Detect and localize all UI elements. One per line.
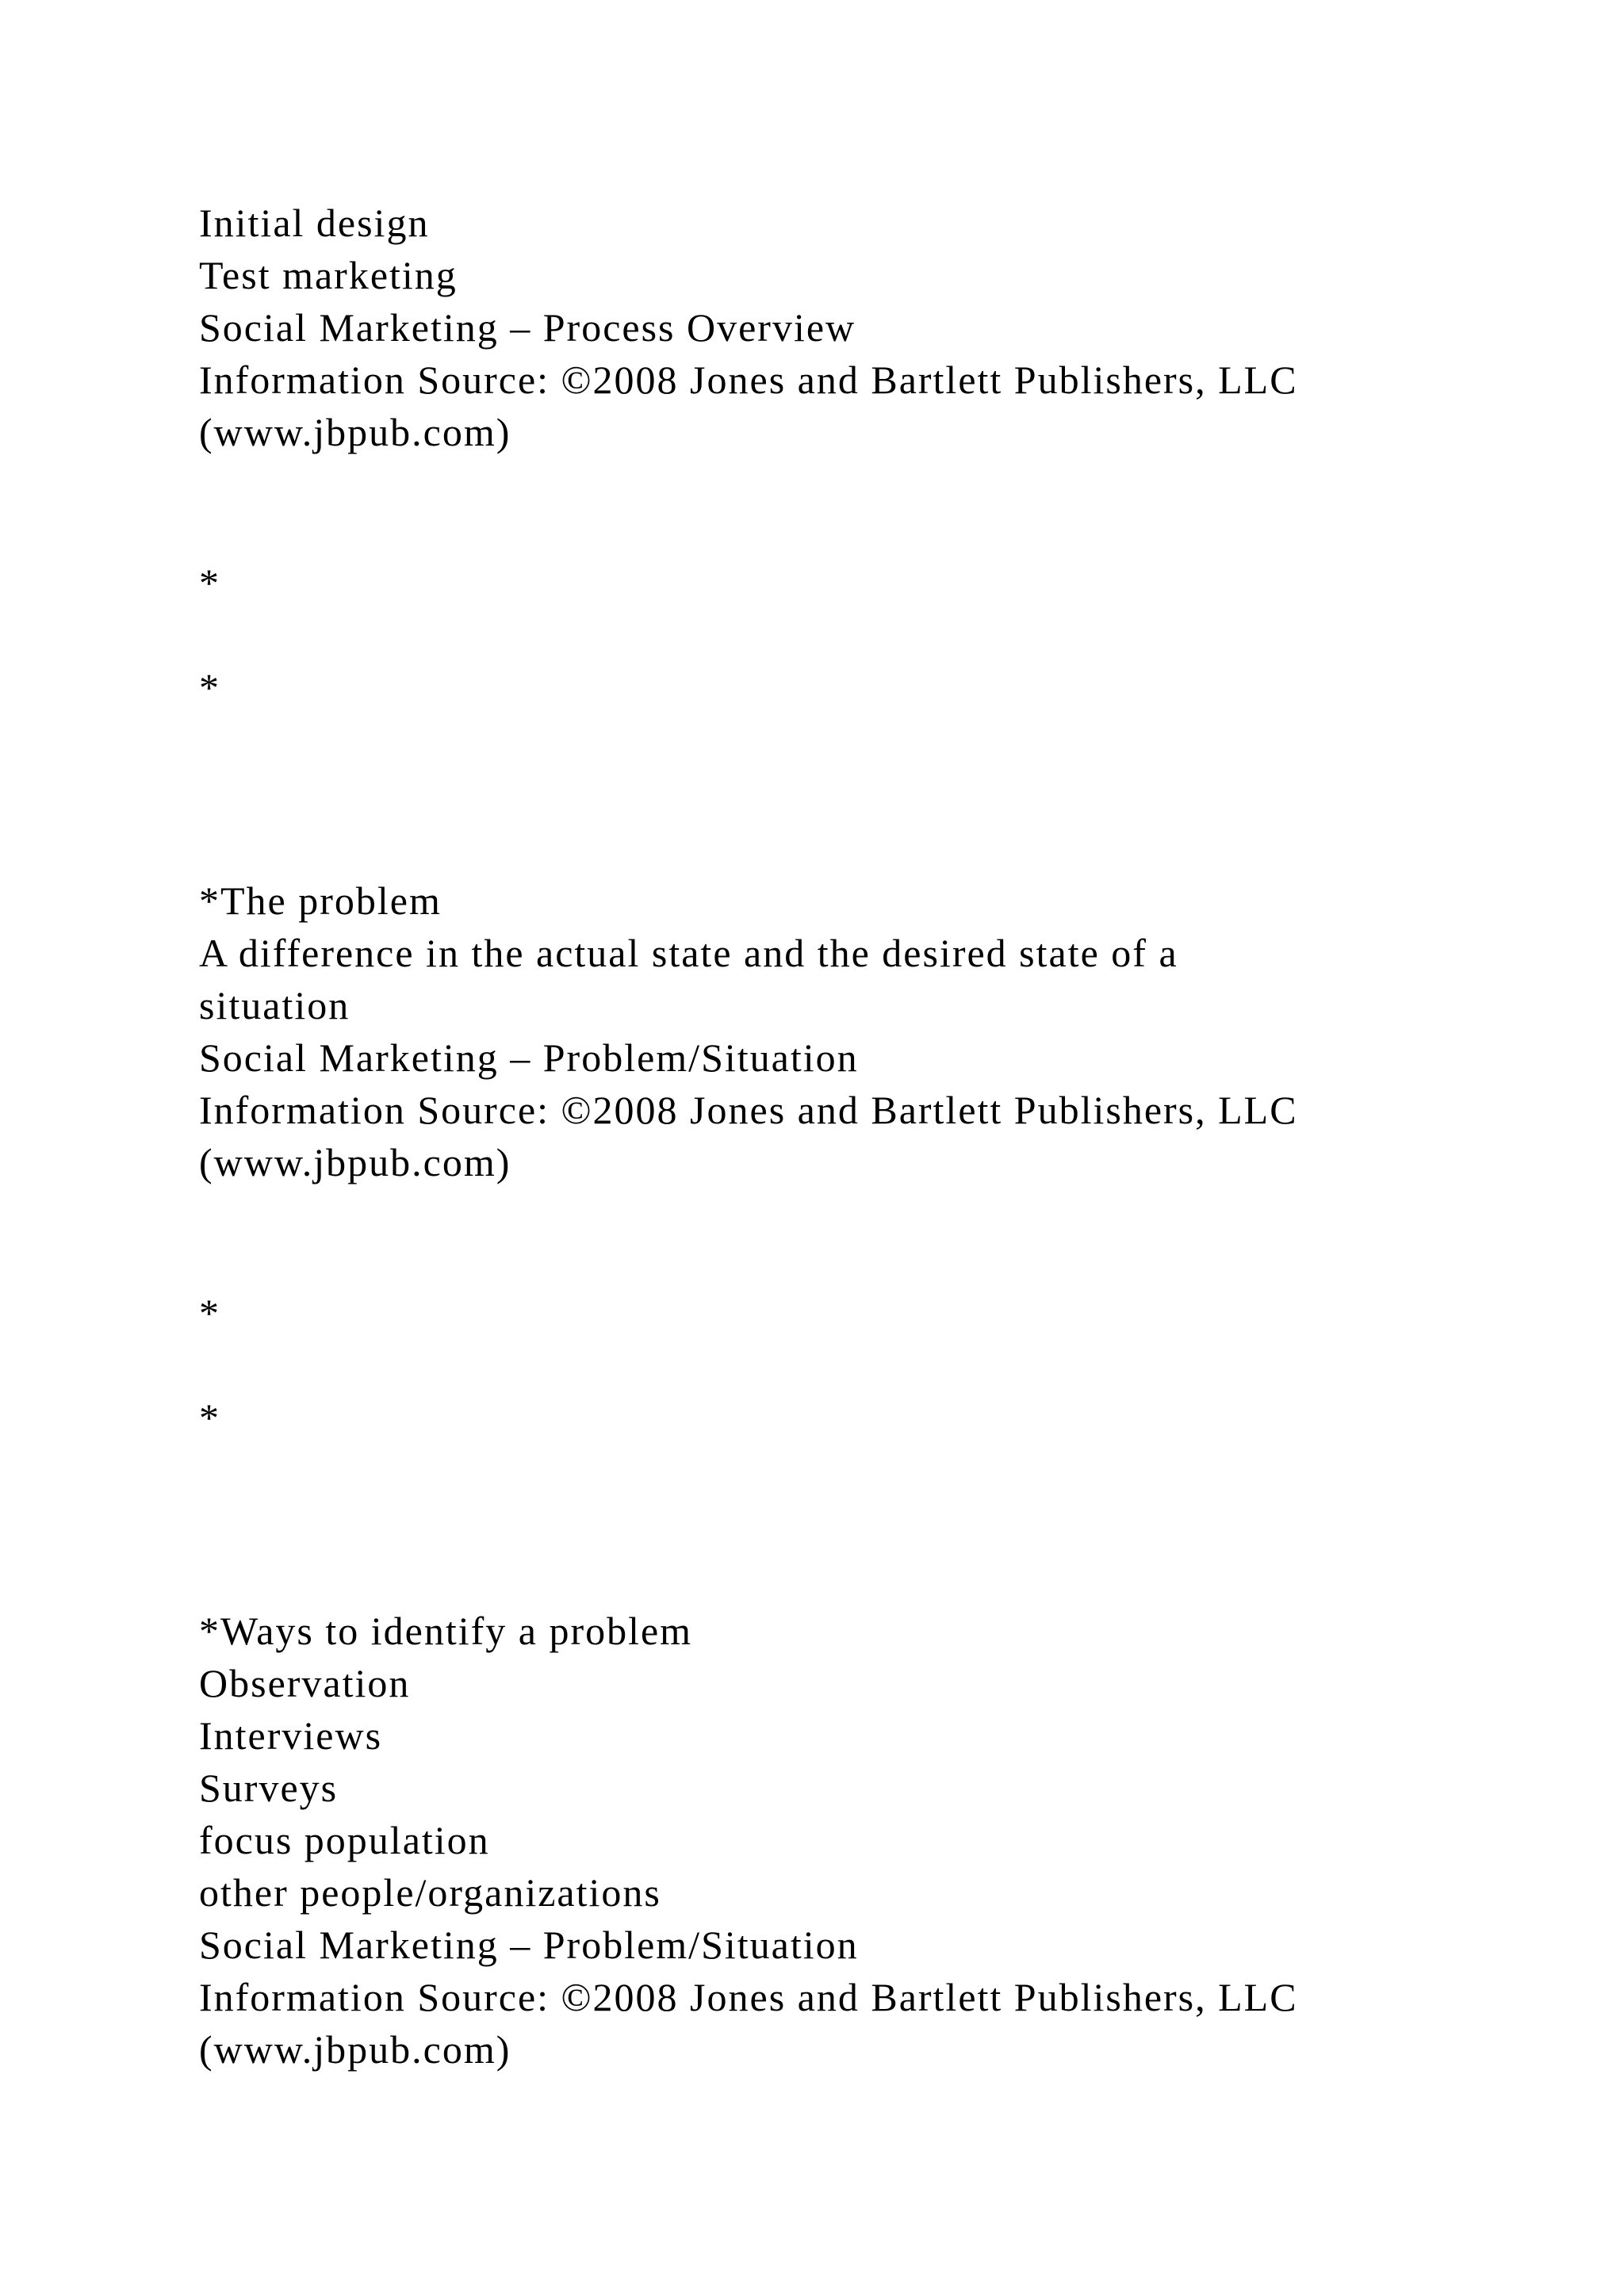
asterisk: *: [199, 665, 220, 710]
slide-title: Social Marketing – Process Overview: [199, 305, 856, 350]
list-item: Surveys: [199, 1766, 339, 1810]
text-line: Initial design: [199, 201, 430, 245]
text-line: situation: [199, 983, 350, 1027]
asterisk: *: [199, 561, 220, 605]
source-url: (www.jbpub.com): [199, 410, 511, 454]
asterisk: *: [199, 1291, 220, 1335]
section-the-problem: [199, 874, 1468, 1188]
list-item: focus population: [199, 1818, 490, 1862]
separator-asterisk: [199, 1391, 1468, 1444]
slide-title: Social Marketing – Problem/Situation: [199, 1923, 859, 1967]
separator-asterisk: [199, 1287, 1468, 1339]
source-citation: Information Source: ©2008 Jones and Bartlett Publishers, LLC: [199, 1088, 1298, 1132]
section-ways-to-identify: [199, 1605, 1468, 2076]
slide-title: Social Marketing – Problem/Situation: [199, 1035, 859, 1080]
source-citation: Information Source: ©2008 Jones and Bartlett Publishers, LLC: [199, 1975, 1298, 2019]
section-process-overview: [199, 197, 1468, 458]
section-heading: *Ways to identify a problem: [199, 1609, 693, 1653]
asterisk: *: [199, 1395, 220, 1440]
source-url: (www.jbpub.com): [199, 1140, 511, 1184]
separator-asterisk: [199, 661, 1468, 714]
source-citation: Information Source: ©2008 Jones and Bartlett Publishers, LLC: [199, 358, 1298, 402]
text-line: A difference in the actual state and the desired state of a: [199, 931, 1178, 975]
separator-asterisk: [199, 557, 1468, 609]
source-url: (www.jbpub.com): [199, 2027, 511, 2072]
section-heading: *The problem: [199, 878, 442, 923]
list-item: Interviews: [199, 1713, 383, 1758]
text-line: Test marketing: [199, 253, 458, 297]
list-item: other people/organizations: [199, 1870, 661, 1915]
list-item: Observation: [199, 1661, 411, 1705]
